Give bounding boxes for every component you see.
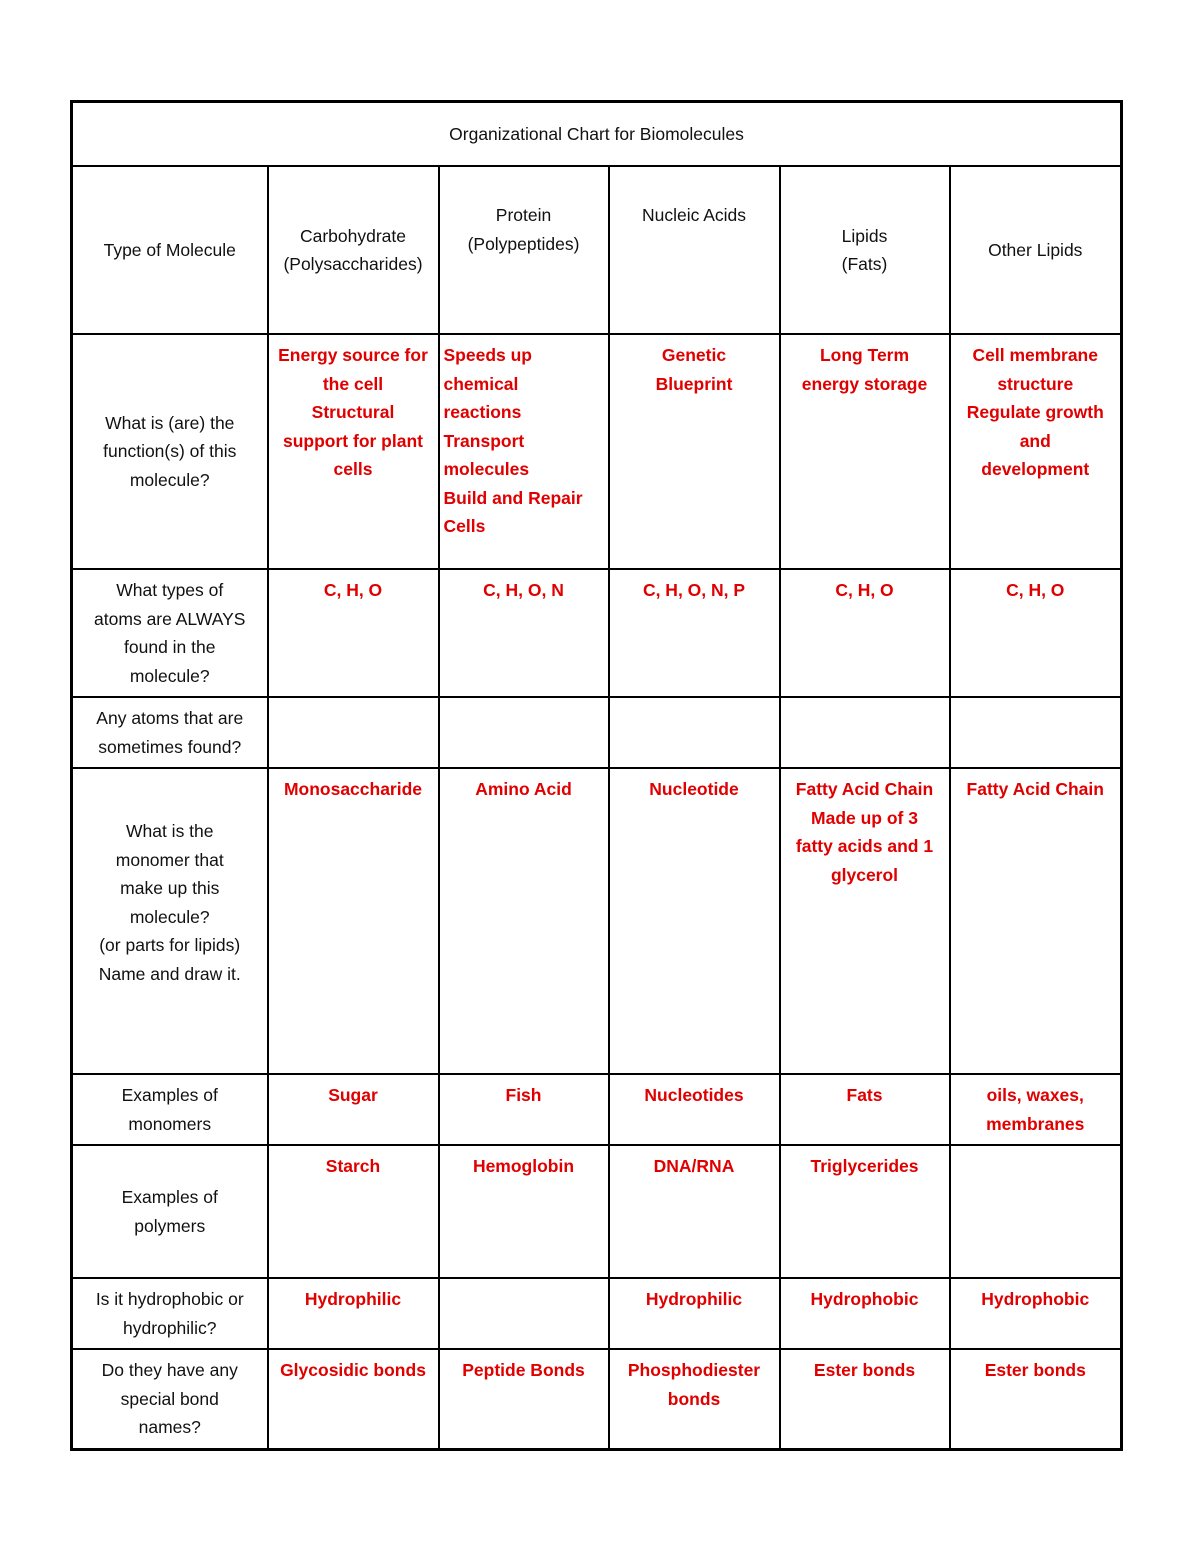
- biomolecules-chart-table: [70, 100, 1123, 1451]
- sometimes-nucleic-acids: [609, 697, 780, 768]
- header-other-lipids: Other Lipids: [950, 166, 1122, 334]
- bonds-protein: Peptide Bonds: [439, 1349, 609, 1449]
- function-nucleic-acids: Genetic Blueprint: [609, 334, 780, 569]
- header-nucleic-acids: Nucleic Acids: [609, 166, 780, 334]
- monomer-question: What is the monomer that make up this molecule? (or parts for lipids) Name and draw it.: [72, 768, 268, 1074]
- hydro-question: Is it hydrophobic or hydrophilic?: [72, 1278, 268, 1349]
- examples-polymers-row: [72, 1145, 1122, 1278]
- examples-monomers-other-lipids: oils, waxes, membranes: [950, 1074, 1122, 1145]
- atoms-protein: C, H, O, N: [439, 569, 609, 697]
- atoms-carbohydrate: C, H, O: [268, 569, 439, 697]
- header-type-label: Type of Molecule: [72, 166, 268, 334]
- sometimes-protein: [439, 697, 609, 768]
- chart-title: Organizational Chart for Biomolecules: [72, 102, 1122, 167]
- atoms-other-lipids: C, H, O: [950, 569, 1122, 697]
- bonds-question: Do they have any special bond names?: [72, 1349, 268, 1449]
- header-lipids: Lipids (Fats): [780, 166, 950, 334]
- examples-monomers-carbohydrate: Sugar: [268, 1074, 439, 1145]
- examples-polymers-nucleic-acids: DNA/RNA: [609, 1145, 780, 1278]
- bonds-lipids: Ester bonds: [780, 1349, 950, 1449]
- sometimes-carbohydrate: [268, 697, 439, 768]
- monomer-row: [72, 768, 1122, 1074]
- examples-polymers-question: Examples of polymers: [72, 1145, 268, 1278]
- bonds-row: [72, 1349, 1122, 1449]
- monomer-lipids: Fatty Acid Chain Made up of 3 fatty acids and 1 glycerol: [780, 768, 950, 1074]
- sometimes-row: [72, 697, 1122, 768]
- function-row: [72, 334, 1122, 569]
- examples-monomers-row: [72, 1074, 1122, 1145]
- hydro-lipids: Hydrophobic: [780, 1278, 950, 1349]
- title-row: [72, 102, 1122, 167]
- function-carbohydrate: Energy source for the cell Structural support for plant cells: [268, 334, 439, 569]
- hydro-protein: [439, 1278, 609, 1349]
- sometimes-question: Any atoms that are sometimes found?: [72, 697, 268, 768]
- sometimes-lipids: [780, 697, 950, 768]
- examples-monomers-protein: Fish: [439, 1074, 609, 1145]
- header-carbohydrate: Carbohydrate (Polysaccharides): [268, 166, 439, 334]
- monomer-other-lipids: Fatty Acid Chain: [950, 768, 1122, 1074]
- bonds-carbohydrate: Glycosidic bonds: [268, 1349, 439, 1449]
- hydro-carbohydrate: Hydrophilic: [268, 1278, 439, 1349]
- bonds-nucleic-acids: Phosphodiester bonds: [609, 1349, 780, 1449]
- function-other-lipids: Cell membrane structure Regulate growth and development: [950, 334, 1122, 569]
- examples-polymers-protein: Hemoglobin: [439, 1145, 609, 1278]
- examples-polymers-lipids: Triglycerides: [780, 1145, 950, 1278]
- function-protein: Speeds up chemical reactions Transport molecules Build and Repair Cells: [439, 334, 609, 569]
- atoms-lipids: C, H, O: [780, 569, 950, 697]
- monomer-carbohydrate: Monosaccharide: [268, 768, 439, 1074]
- examples-monomers-question: Examples of monomers: [72, 1074, 268, 1145]
- atoms-row: [72, 569, 1122, 697]
- bonds-other-lipids: Ester bonds: [950, 1349, 1122, 1449]
- sometimes-other-lipids: [950, 697, 1122, 768]
- header-protein: Protein (Polypeptides): [439, 166, 609, 334]
- hydro-nucleic-acids: Hydrophilic: [609, 1278, 780, 1349]
- examples-polymers-carbohydrate: Starch: [268, 1145, 439, 1278]
- header-row: [72, 166, 1122, 334]
- examples-polymers-other-lipids: [950, 1145, 1122, 1278]
- function-question: What is (are) the function(s) of this molecule?: [72, 334, 268, 569]
- monomer-protein: Amino Acid: [439, 768, 609, 1074]
- examples-monomers-nucleic-acids: Nucleotides: [609, 1074, 780, 1145]
- atoms-question: What types of atoms are ALWAYS found in the molecule?: [72, 569, 268, 697]
- hydro-other-lipids: Hydrophobic: [950, 1278, 1122, 1349]
- monomer-nucleic-acids: Nucleotide: [609, 768, 780, 1074]
- hydro-row: [72, 1278, 1122, 1349]
- function-lipids: Long Term energy storage: [780, 334, 950, 569]
- atoms-nucleic-acids: C, H, O, N, P: [609, 569, 780, 697]
- examples-monomers-lipids: Fats: [780, 1074, 950, 1145]
